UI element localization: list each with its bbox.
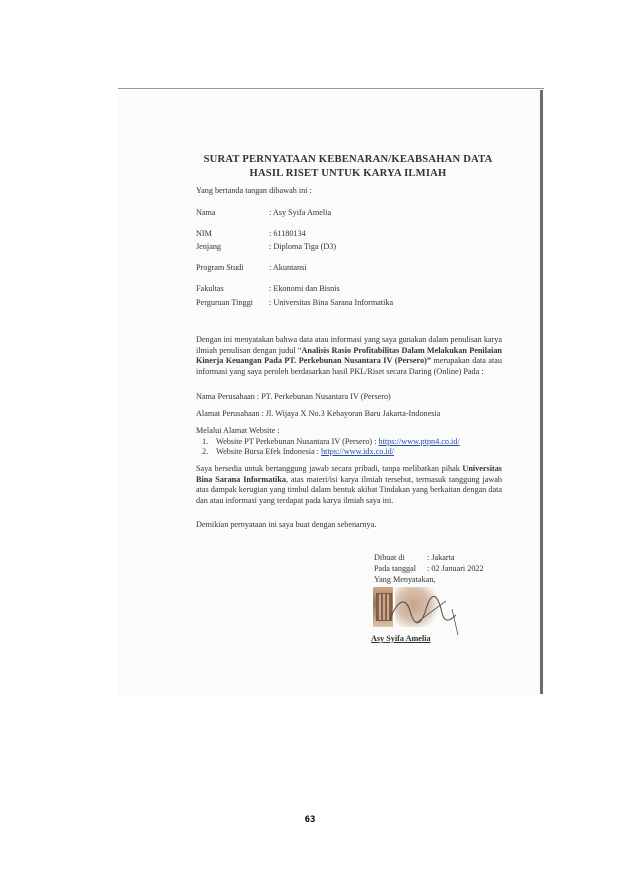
field-value-faculty: : Ekonomi dan Bisnis: [269, 284, 340, 293]
website-list-item: [202, 447, 394, 456]
intro-text: Yang bertanda tangan dibawah ini :: [196, 186, 312, 195]
made-in-label: Dibuat di: [374, 553, 405, 562]
field-value-nim: : 61180134: [269, 229, 306, 238]
responsibility-paragraph: [196, 464, 502, 506]
closing-text: Demikian pernyataan ini saya buat dengan sebenarnya.: [196, 520, 377, 529]
company-address: Alamat Perusahaan : Jl. Wijaya X No.3 Kebayoran Baru Jakarta-Indonesia: [196, 409, 441, 418]
field-label-level: Jenjang: [196, 242, 222, 251]
field-value-university: : Universitas Bina Sarana Informatika: [269, 298, 394, 307]
website-item-number: 2.: [202, 447, 209, 456]
company-name: Nama Perusahaan : PT. Perkebunan Nusantara IV (Persero): [196, 392, 391, 401]
letter-title-line-1: SURAT PERNYATAAN KEBENARAN/KEABSAHAN DATA: [203, 154, 493, 165]
made-in-value: : Jakarta: [427, 553, 455, 562]
field-label-name: Nama: [196, 208, 216, 217]
responsibility-text-1: Saya bersedia untuk bertanggung jawab secara pribadi, tanpa melibatkan pihak: [196, 464, 463, 473]
website-item-number: 1.: [202, 437, 209, 446]
field-label-university: Perguruan Tinggi: [196, 298, 253, 307]
letter-title-line-2: HASIL RISET UNTUK KARYA ILMIAH: [249, 168, 447, 179]
field-label-faculty: Fakultas: [196, 284, 224, 293]
website-list-item: [202, 437, 460, 446]
field-value-name: : Asy Syifa Amelia: [269, 208, 332, 217]
scanned-letter: [118, 88, 544, 695]
field-label-nim: NIM: [196, 229, 212, 238]
statement-text-1: Dengan ini menyatakan bahwa data atau informasi yang saya gunakan dalam penulisan karya ilmiah penulisan dengan judul “: [196, 335, 503, 355]
field-value-study-program: : Akuntansi: [269, 263, 307, 272]
website-link-ptpn4[interactable]: https://www.ptpn4.co.id/: [378, 437, 460, 446]
website-item-label: Website Bursa Efek Indonesia :: [216, 447, 322, 456]
statement-paragraph: [196, 335, 502, 377]
website-intro: Melalui Alamat Website :: [196, 426, 280, 435]
signatory-name: Asy Syifa Amelia: [371, 634, 431, 643]
statement-text-2: merupakan data atau informasi yang saya peroleh berdasarkan hasil PKL/Riset secara Daring (Online) Pada :: [196, 356, 502, 376]
date-label: Pada tanggal: [374, 564, 417, 573]
handwritten-signature: [386, 589, 466, 639]
university-name-bold: Universitas Bina Sarana Informatika: [196, 464, 502, 484]
scan-page-edge: [540, 90, 543, 694]
research-title: Analisis Rasio Profitabilitas Dalam Melakukan Penilaian Kinerja Keuangan Pada PT. Perkebunan Nusantara IV (Persero)”: [196, 345, 502, 365]
field-label-study-program: Program Studi: [196, 263, 244, 272]
date-value: : 02 Januari 2022: [427, 564, 484, 573]
responsibility-text-2: , atas materi/isi karya ilmiah tersebut, termasuk tanggung jawab atas dampak kerugian yang timbul dalam bentuk akibat Tindakan yang berkaitan dengan data dan atau informasi yang terdapat pada karya ilmiah saya ini.: [196, 474, 502, 505]
website-link-idx[interactable]: https://www.idx.co.id/: [321, 447, 395, 456]
field-value-level: : Diploma Tiga (D3): [269, 242, 337, 251]
page-number: 63: [304, 815, 316, 825]
website-item-label: Website PT Perkebunan Nusantara IV (Persero) :: [216, 437, 379, 446]
declarant-label: Yang Menyatakan,: [374, 575, 436, 584]
